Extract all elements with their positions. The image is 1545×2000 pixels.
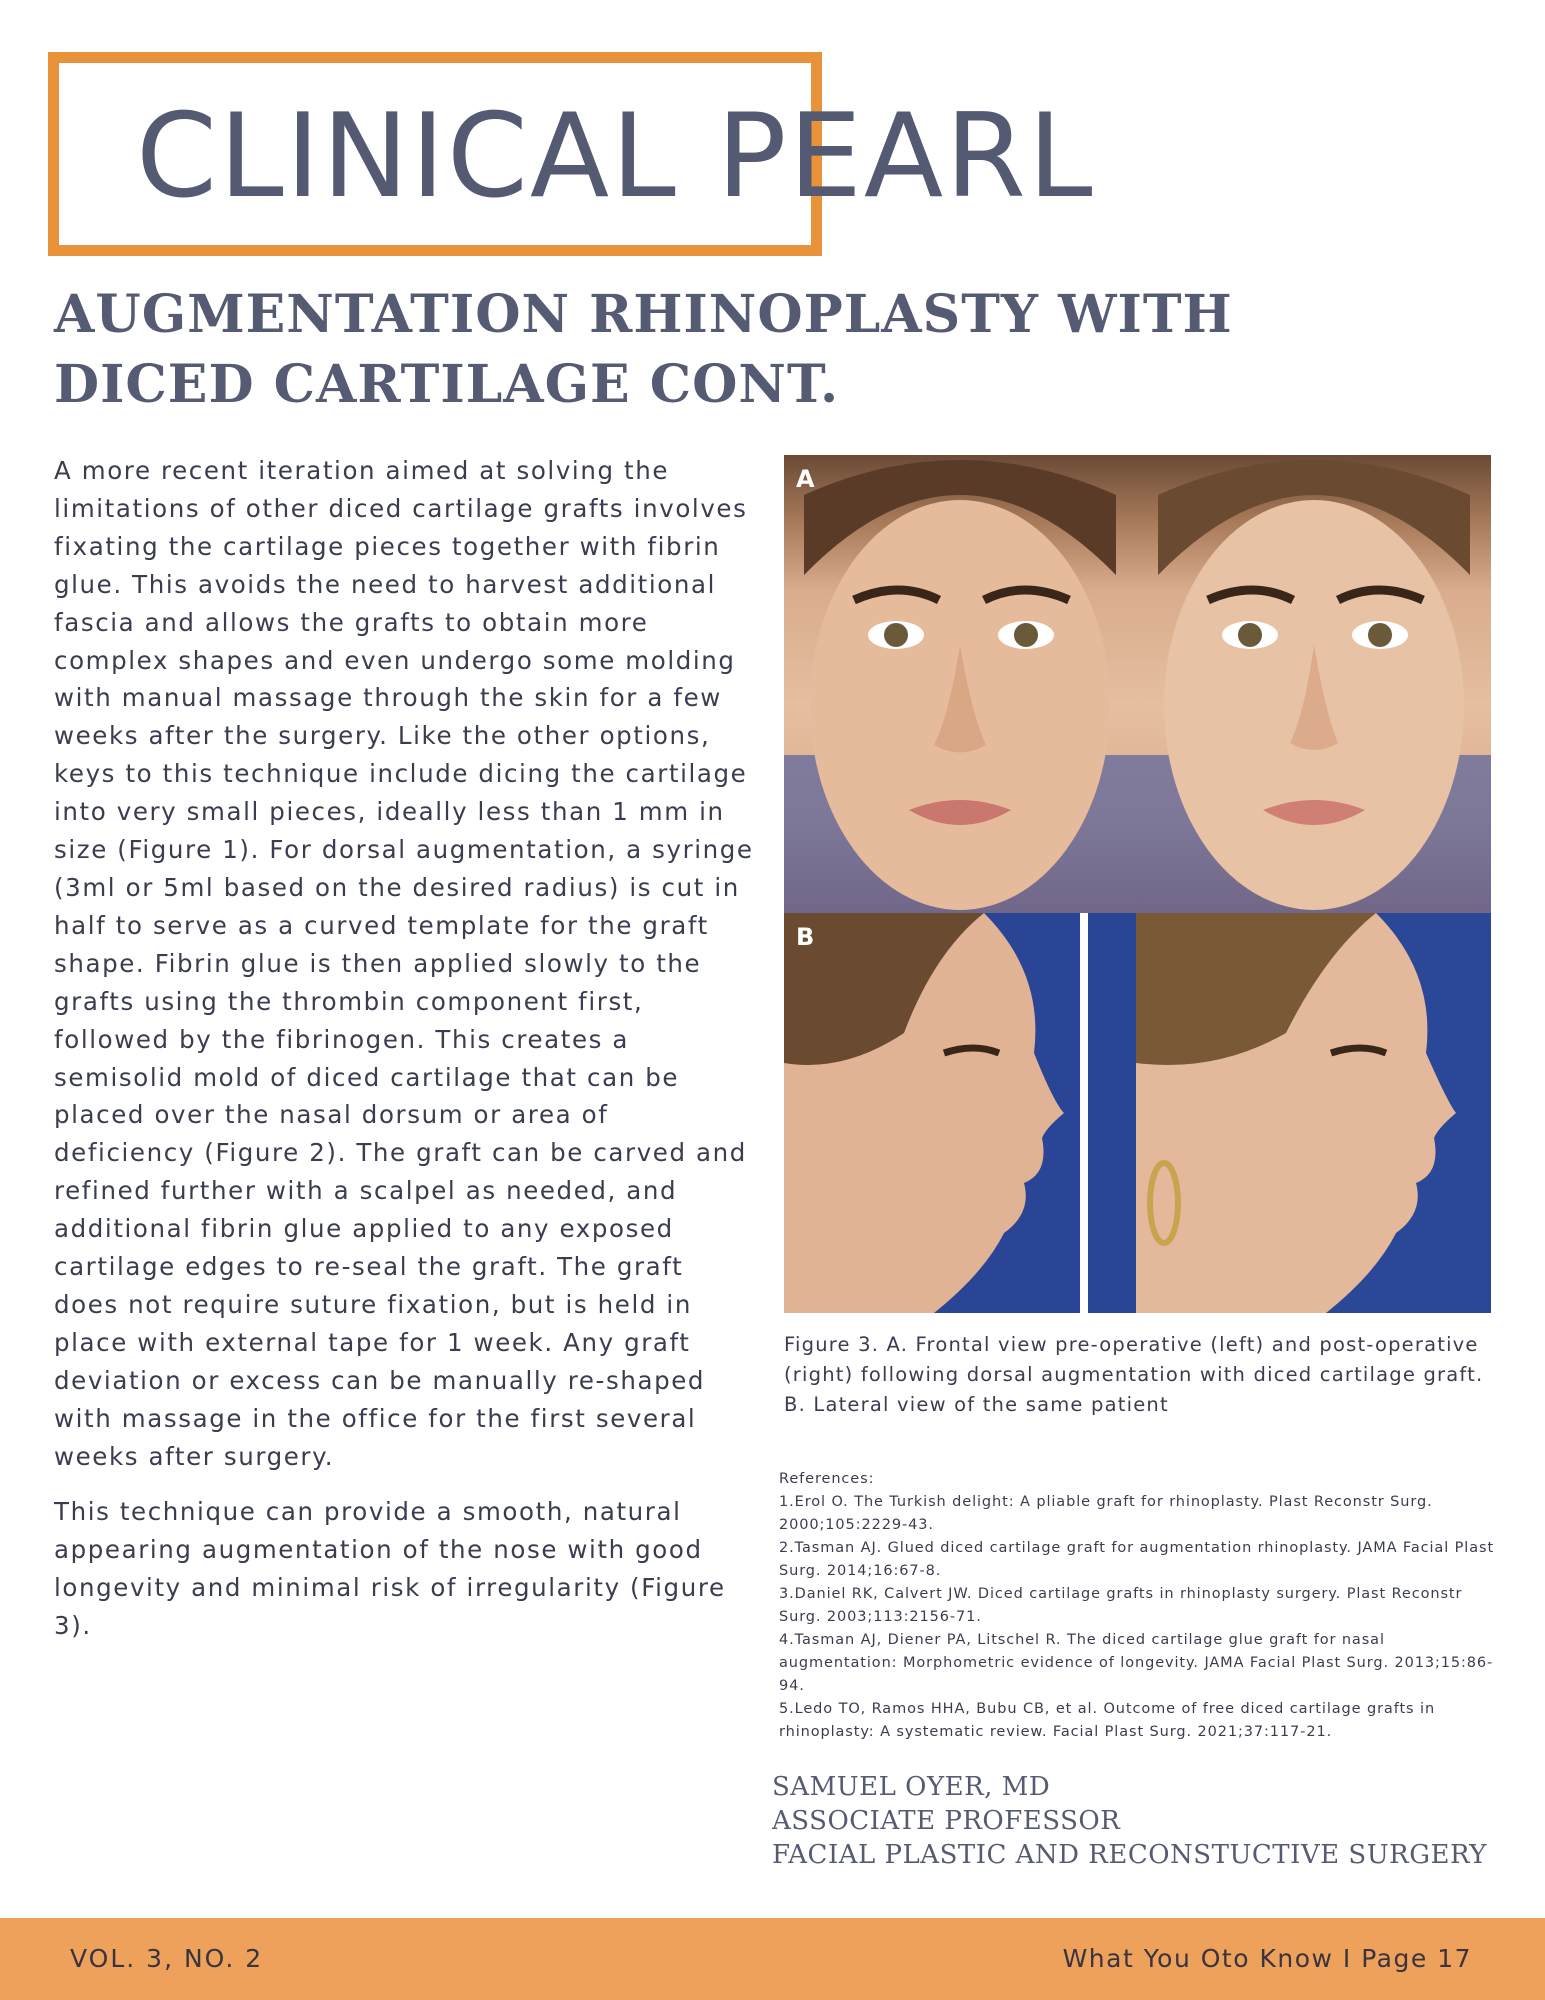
photo-lateral-postop [1136,913,1491,1313]
page-footer [0,1918,1545,2000]
references-section [779,1468,1499,1744]
photo-background-strip [1088,913,1136,1313]
figure-3 [784,455,1491,1313]
author-title: ASSOCIATE PROFESSOR [772,1806,1121,1836]
face-profile-icon [1136,913,1491,1313]
reference-item: 1.Erol O. The Turkish delight: A pliable graft for rhinoplasty. Plast Reconstr Surg. 2000;105:2229-43. [779,1494,1433,1533]
photo-frontal-postop [1136,455,1491,913]
photo-divider [1080,913,1088,1313]
page-title: CLINICAL PEARL [136,89,1095,224]
photo-lateral-preop [784,913,1080,1313]
face-frontal-icon [1136,455,1491,913]
volume-number: VOL. 3, NO. 2 [70,1944,264,1973]
author-block [772,1770,1512,1872]
subtitle-line-2: DICED CARTILAGE CONT. [54,354,840,415]
figure-label-a: A [796,465,815,493]
article-subtitle [54,280,1254,420]
references-heading: References: [779,1471,875,1487]
reference-item: 4.Tasman AJ, Diener PA, Litschel R. The diced cartilage glue graft for nasal augmentation: Morphometric evidence of longevity. JAMA Facial Plast Surg. 2013;15:86-94. [779,1632,1494,1694]
face-profile-icon [784,913,1080,1313]
figure-label-b: B [796,923,815,951]
figure-caption: Figure 3. A. Frontal view pre-operative (left) and post-operative (right) following dorsal augmentation with diced cartilage graft. B. Lateral view of the same patient [784,1333,1484,1416]
subtitle-line-1: AUGMENTATION RHINOPLASTY WITH [54,284,1233,345]
page-number: What You Oto Know I Page 17 [1062,1944,1472,1973]
photo-frontal-preop [784,455,1136,913]
reference-item: 3.Daniel RK, Calvert JW. Diced cartilage grafts in rhinoplasty surgery. Plast Reconstr Surg. 2003;113:2156-71. [779,1586,1463,1625]
body-paragraph-1: A more recent iteration aimed at solving the limitations of other diced cartilage grafts involves fixating the cartilage pieces together with fibrin glue. This avoids the need to harvest additional fascia and allows the grafts to obtain more complex shapes and even undergo some molding with manual massage through the skin for a few weeks after the surgery. Like the other options, keys to this technique include dicing the cartilage into very small pieces, ideally less than 1 mm in size (Figure 1). For dorsal augmentation, a syringe (3ml or 5ml based on the desired radius) is cut in half to serve as a curved template for the graft shape. Fibrin glue is then applied slowly to the grafts using the thrombin component first, followed by the fibrinogen. This creates a semisolid mold of diced cartilage that can be placed over the nasal dorsum or area of deficiency (Figure 2). The graft can be carved and refined further with a scalpel as needed, and additional fibrin glue applied to any exposed cartilage edges to re-seal the graft. The graft does not require suture fixation, but is held in place with external tape for 1 week. Any graft deviation or excess can be manually re-shaped with massage in the office for the first several weeks after surgery. [54,456,754,1471]
article-body [54,452,754,1663]
author-name: SAMUEL OYER, MD [772,1772,1051,1802]
body-paragraph-2: This technique can provide a smooth, natural appearing augmentation of the nose with good longevity and minimal risk of irregularity (Figure 3). [54,1497,726,1641]
author-department: FACIAL PLASTIC AND RECONSTUCTIVE SURGERY [772,1840,1487,1870]
reference-item: 5.Ledo TO, Ramos HHA, Bubu CB, et al. Outcome of free diced cartilage grafts in rhinoplasty: A systematic review. Facial Plast Surg. 2021;37:117-21. [779,1701,1436,1740]
reference-item: 2.Tasman AJ. Glued diced cartilage graft for augmentation rhinoplasty. JAMA Facial Plast Surg. 2014;16:67-8. [779,1540,1495,1579]
face-frontal-icon [784,455,1136,913]
